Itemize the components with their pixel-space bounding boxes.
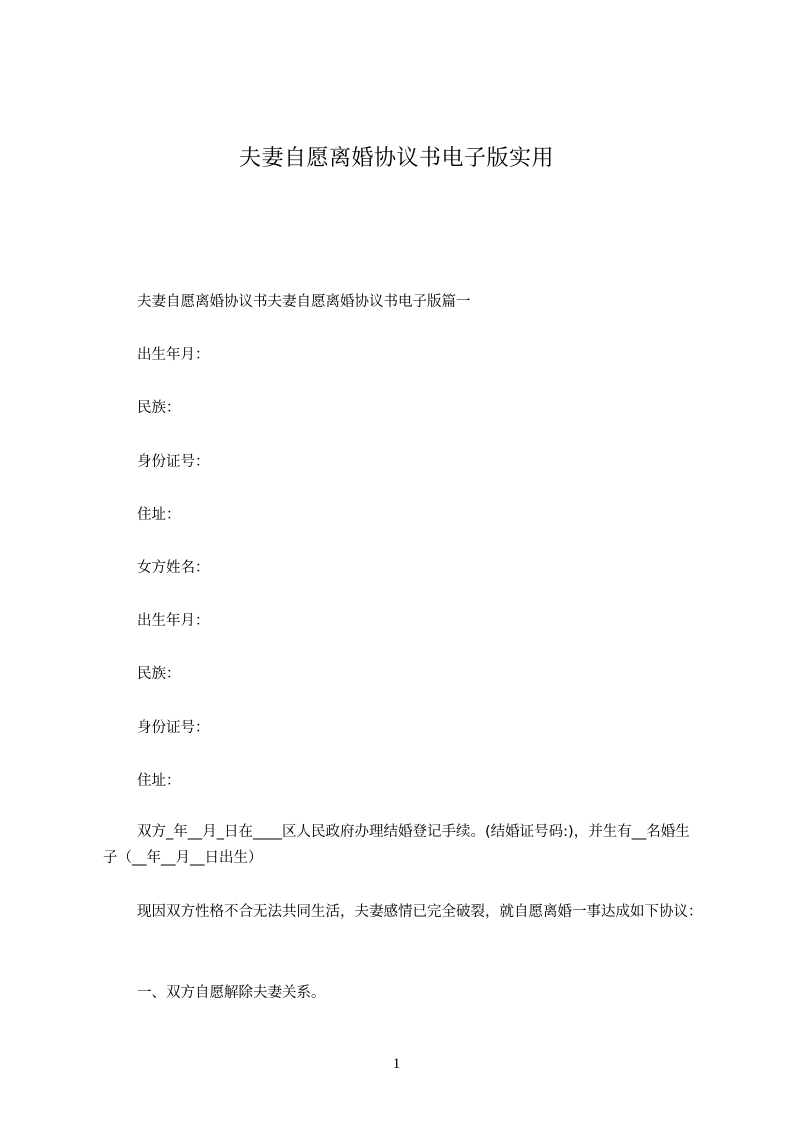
document-title: 夫妻自愿离婚协议书电子版实用 <box>238 146 554 171</box>
field-label-birth-date-female: 出生年月： <box>137 613 210 629</box>
field-label-female-name: 女方姓名： <box>137 560 210 576</box>
field-label-address-female: 住址： <box>137 773 181 789</box>
section-intro-line: 夫妻自愿离婚协议书夫妻自愿离婚协议书电子版篇一 <box>137 294 471 310</box>
field-label-address-male: 住址： <box>137 507 181 523</box>
field-label-id-number-male: 身份证号： <box>137 454 210 470</box>
field-label-ethnicity-female: 民族： <box>137 666 181 682</box>
divorce-reason-paragraph: 现因双方性格不合无法共同生活，夫妻感情已完全破裂，就自愿离婚一事达成如下协议： <box>137 904 703 920</box>
section-heading: 一、双方自愿解除夫妻关系。 <box>137 985 326 1001</box>
field-label-id-number-female: 身份证号： <box>137 720 210 736</box>
field-label-birth-date-male: 出生年月： <box>137 347 210 363</box>
field-label-ethnicity-male: 民族： <box>137 400 181 416</box>
marriage-registration-paragraph: 双方_年__月_日在____区人民政府办理结婚登记手续。(结婚证号码:)，并生有__名婚生子（__年__月__日出生） <box>103 824 690 866</box>
page-number: 1 <box>392 1056 401 1072</box>
